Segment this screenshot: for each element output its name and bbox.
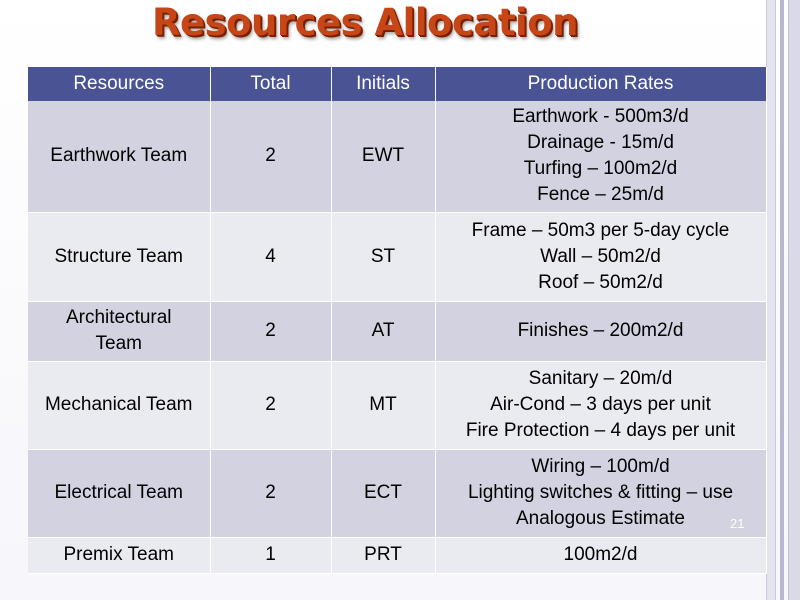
header-resources: Resources <box>28 67 210 101</box>
page-number: 21 <box>730 516 745 531</box>
header-total: Total <box>210 67 331 101</box>
rate-line: Sanitary – 20m/d <box>528 368 673 389</box>
rate-line: Wiring – 100m/d <box>531 456 670 477</box>
total-cell: 2 <box>210 449 331 537</box>
rates-cell <box>435 361 766 449</box>
header-production-rates: Production Rates <box>435 67 766 101</box>
resource-cell: Earthwork Team <box>28 101 210 212</box>
resource-cell: Architectural Team <box>28 301 210 361</box>
resource-cell: Mechanical Team <box>28 361 210 449</box>
rate-line: Drainage - 15m/d <box>527 132 674 154</box>
side-decor-bar <box>780 0 784 600</box>
table-header-row <box>28 67 766 101</box>
rate-line: Roof – 50m2/d <box>538 271 663 293</box>
total-cell: 4 <box>210 212 331 301</box>
rate-line: Earthwork - 500m3/d <box>512 106 689 128</box>
rates-cell <box>435 101 766 212</box>
initials-cell: ECT <box>331 449 435 537</box>
side-decor-bar <box>766 0 776 600</box>
rate-line: Air-Cond – 3 days per unit <box>490 394 711 415</box>
rate-line: Frame – 50m3 per 5-day cycle <box>471 219 730 241</box>
rate-line: Turfing – 100m2/d <box>523 158 678 180</box>
total-cell: 2 <box>210 361 331 449</box>
rate-line: Analogous Estimate <box>516 508 685 529</box>
initials-cell: AT <box>331 301 435 361</box>
rate-line: Lighting switches & fitting – use <box>467 482 734 503</box>
rates-cell <box>435 449 766 537</box>
rate-line: Finishes – 200m2/d <box>517 320 684 341</box>
total-cell: 2 <box>210 301 331 361</box>
rates-cell <box>435 212 766 301</box>
table-row <box>28 449 766 537</box>
table-row <box>28 301 766 361</box>
initials-cell: PRT <box>331 537 435 573</box>
rate-line: 100m2/d <box>563 544 638 565</box>
side-decor-bar <box>788 0 800 600</box>
table-row <box>28 101 766 212</box>
rate-line: Wall – 50m2/d <box>540 245 661 267</box>
initials-cell: MT <box>331 361 435 449</box>
total-cell: 1 <box>210 537 331 573</box>
header-initials: Initials <box>331 67 435 101</box>
resource-cell: Premix Team <box>28 537 210 573</box>
initials-cell: EWT <box>331 101 435 212</box>
table-row <box>28 537 766 573</box>
resource-cell: Electrical Team <box>28 449 210 537</box>
resources-table <box>28 67 767 574</box>
rates-cell <box>435 301 766 361</box>
table-row <box>28 361 766 449</box>
table-row <box>28 212 766 301</box>
slide-title: Resources Allocation <box>152 1 578 44</box>
resource-cell: Structure Team <box>28 212 210 301</box>
total-cell: 2 <box>210 101 331 212</box>
rate-line: Fire Protection – 4 days per unit <box>465 420 736 441</box>
initials-cell: ST <box>331 212 435 301</box>
rates-cell <box>435 537 766 573</box>
rate-line: Fence – 25m/d <box>537 184 664 206</box>
